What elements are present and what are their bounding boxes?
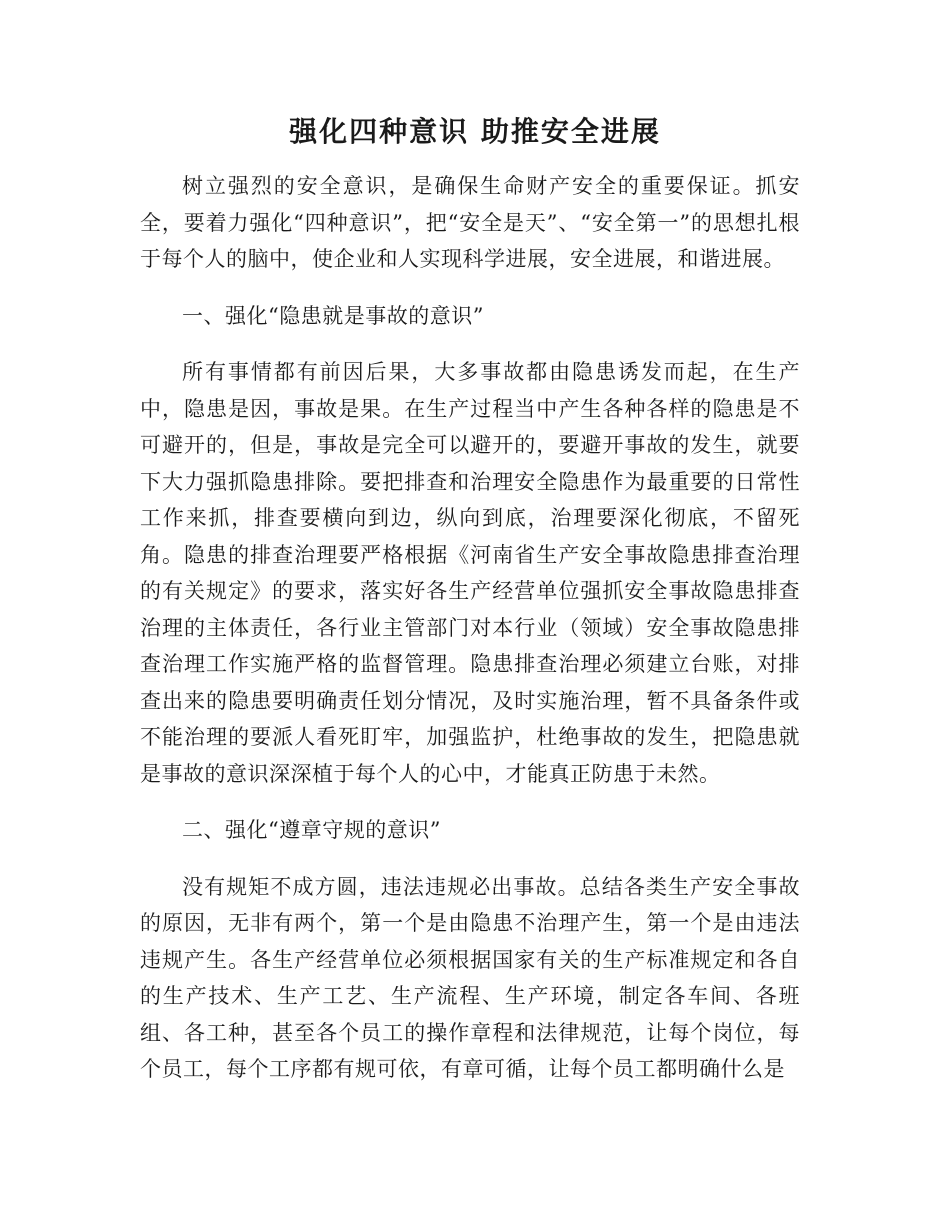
section-1-heading: 一、强化“隐患就是事故的意识” xyxy=(182,303,484,328)
section-2-body: 没有规矩不成方圆，违法违规必出事故。总结各类生产安全事故的原因，无非有两个，第一个是由隐患不治理产生，第一个是由违法违规产生。各生产经营单位必须根据国家有关的生产标准规定和各自的生产技术、生产工艺、生产流程、生产环境，制定各车间、各班组、各工种，甚至各个员工的操作章程和法律规范，让每个岗位，每个员工，每个工序都有规可依，有章可循，让每个员工都明确什么是 xyxy=(140,874,800,1081)
section-1-body: 所有事情都有前因后果，大多事故都由隐患诱发而起，在生产中，隐患是因，事故是果。在生产过程当中产生各种各样的隐患是不可避开的，但是，事故是完全可以避开的，要避开事故的发生，就要下大力强抓隐患排除。要把排查和治理安全隐患作为最重要的日常性工作来抓，排查要横向到边，纵向到底，治理要深化彻底，不留死角。隐患的排查治理要严格根据《河南省生产安全事故隐患排查治理的有关规定》的要求，落实好各生产经营单位强抓安全事故隐患排查治理的主体责任，各行业主管部门对本行业（领域）安全事故隐患排查治理工作实施严格的监督管理。隐患排查治理必须建立台账，对排查出来的隐患要明确责任划分情况，及时实施治理，暂不具备条件或不能治理的要派人看死盯牢，加强监护，杜绝事故的发生，把隐患就是事故的意识深深植于每个人的心中，才能真正防患于未然。 xyxy=(140,360,800,786)
intro-paragraph: 树立强烈的安全意识，是确保生命财产安全的重要保证。抓安全，要着力强化“四种意识”，把“安全是天”、“安全第一”的思想扎根于每个人的脑中，使企业和人实现科学进展，安全进展，和谐进展。 xyxy=(140,174,800,271)
spacer xyxy=(140,792,800,812)
spacer xyxy=(140,849,800,869)
spacer xyxy=(140,278,800,298)
document-title: 强化四种意识 助推安全进展 xyxy=(289,115,661,148)
document-page xyxy=(140,110,800,1088)
section-2-heading: 二、强化“遵章守规的意识” xyxy=(182,818,441,842)
spacer xyxy=(140,334,800,354)
